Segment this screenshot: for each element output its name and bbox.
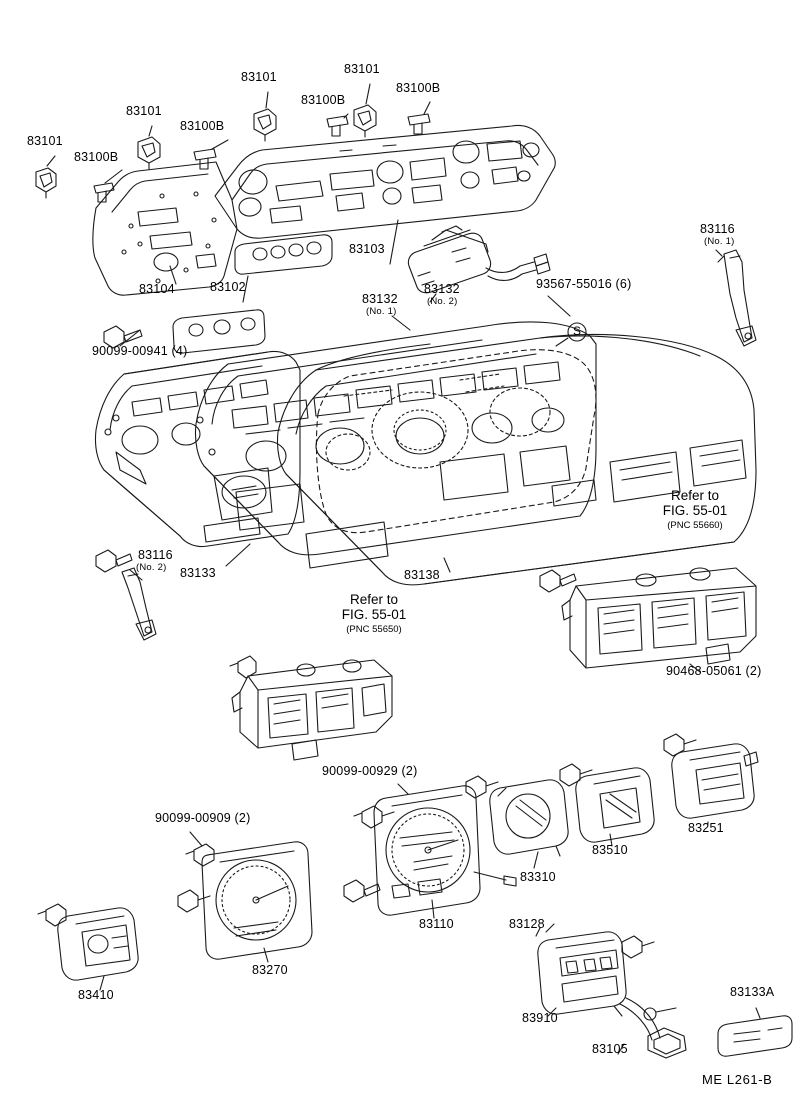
part-83105-shape xyxy=(620,998,686,1058)
label-part-83116-no1: 83116 xyxy=(700,222,735,236)
part-83410-shape xyxy=(58,908,138,980)
label-part-83251: 83251 xyxy=(688,821,724,835)
part-83251-shape xyxy=(672,744,758,818)
refer-block-55660-line3: (PNC 55660) xyxy=(667,520,723,531)
label-bolt-90099-00941: 90099-00941 (4) xyxy=(92,344,188,358)
label-part-83133a: 83133A xyxy=(730,985,775,999)
label-part-83101-a: 83101 xyxy=(27,134,63,148)
part-83101-socket-d xyxy=(354,105,376,137)
part-83510-shape xyxy=(576,768,654,842)
label-part-83116-no2: 83116 xyxy=(138,548,173,562)
sheet-code: ME L261-B xyxy=(702,1072,773,1087)
label-screw-93567-55016: 93567-55016 (6) xyxy=(536,277,632,291)
part-83100b-bulb-c xyxy=(327,116,348,136)
label-part-83510: 83510 xyxy=(592,843,628,857)
part-83116-no1-shape xyxy=(718,250,756,346)
bolt-90099-00909-icon-2 xyxy=(178,890,210,912)
label-part-83310: 83310 xyxy=(520,870,556,884)
part-83133-shape xyxy=(95,351,300,546)
bolt-83110-lower-icon xyxy=(344,880,380,902)
part-83116-no2-shape xyxy=(122,568,156,640)
label-part-83100b-d: 83100B xyxy=(396,81,441,95)
label-part-83910: 83910 xyxy=(522,1011,558,1025)
label-part-83101-c: 83101 xyxy=(241,70,277,84)
part-83101-socket-a xyxy=(36,168,56,198)
bolt-83251-icon xyxy=(664,734,696,756)
label-part-83133: 83133 xyxy=(180,566,216,580)
heater-control-left-shape xyxy=(232,660,392,760)
label-part-83138: 83138 xyxy=(404,568,440,582)
part-83100b-bulb-d xyxy=(408,114,430,134)
label-part-83132-no2-sub: (No. 2) xyxy=(427,296,458,307)
label-part-83100b-a: 83100B xyxy=(74,150,119,164)
part-83910-shape xyxy=(538,924,626,1016)
part-83102-shape xyxy=(235,235,332,274)
label-part-83100b-b: 83100B xyxy=(180,119,225,133)
label-part-83110: 83110 xyxy=(419,917,454,931)
label-part-83102: 83102 xyxy=(210,280,246,294)
bolt-heater-left-icon xyxy=(230,656,256,678)
part-83100b-bulb-b xyxy=(194,149,216,169)
bolt-83116-no2-icon xyxy=(96,550,132,572)
label-part-83132-no2: 83132 xyxy=(424,282,460,296)
part-83104-shape xyxy=(93,162,237,295)
label-part-83410: 83410 xyxy=(78,988,114,1002)
label-part-83116-no2-sub: (No. 2) xyxy=(136,562,167,573)
refer-block-55650 xyxy=(342,592,407,637)
bolt-90099-00929-icon-2 xyxy=(466,776,498,798)
part-83310-shape xyxy=(490,780,568,856)
bolt-90468-05061-icon xyxy=(540,570,576,592)
bolt-83128-icon xyxy=(622,936,654,958)
label-part-83270: 83270 xyxy=(252,963,288,977)
refer-block-55660-line1: Refer to xyxy=(670,488,720,503)
bolt-83510-icon xyxy=(560,764,592,786)
label-part-83128: 83128 xyxy=(509,917,545,931)
refer-block-55650-line1: Refer to xyxy=(349,592,399,607)
part-83103-shape xyxy=(215,125,555,238)
label-part-83132-no1: 83132 xyxy=(362,292,398,306)
label-part-83116-no1-sub: (No. 1) xyxy=(704,236,735,247)
label-part-83100b-c: 83100B xyxy=(301,93,346,107)
label-part-83104: 83104 xyxy=(139,282,175,296)
label-bolt-90468-05061: 90468-05061 (2) xyxy=(666,664,762,678)
label-part-83103: 83103 xyxy=(349,242,385,256)
label-part-83132-no1-sub: (No. 1) xyxy=(366,306,397,317)
label-bolt-90099-00909: 90099-00909 (2) xyxy=(155,811,251,825)
refer-block-55660 xyxy=(663,488,728,533)
refer-block-55660-line2: FIG. 55-01 xyxy=(662,503,728,518)
label-part-83101-b: 83101 xyxy=(126,104,162,118)
part-83101-socket-c xyxy=(254,109,276,141)
label-bolt-90099-00929: 90099-00929 (2) xyxy=(322,764,418,778)
part-83270-shape xyxy=(202,842,312,959)
refer-block-55650-line3: (PNC 55650) xyxy=(346,624,402,635)
part-83101-socket-b xyxy=(138,137,160,169)
part-83110-shape xyxy=(374,786,516,915)
part-83132-frame-shape xyxy=(195,322,596,555)
part-83133a-shape xyxy=(718,1016,792,1056)
callout-s-label: S xyxy=(573,324,582,338)
label-part-83105: 83105 xyxy=(592,1042,628,1056)
label-part-83101-d: 83101 xyxy=(344,62,380,76)
heater-control-right-shape xyxy=(562,568,756,668)
bolt-83410-icon xyxy=(38,904,66,926)
refer-block-55650-line2: FIG. 55-01 xyxy=(341,607,407,622)
